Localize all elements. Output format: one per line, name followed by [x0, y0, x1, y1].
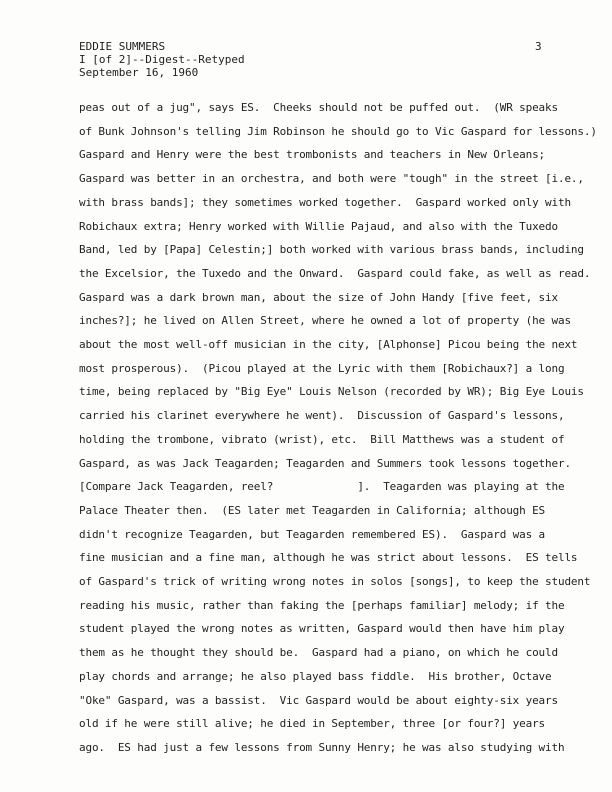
text-line: student played the wrong notes as written, Gaspard would then have him play — [79, 622, 565, 636]
text-line: inches?]; he lived on Allen Street, where he owned a lot of property (he was — [79, 314, 571, 328]
reel-info: I [of 2]--Digest--Retyped — [79, 53, 245, 66]
text-line: time, being replaced by "Big Eye" Louis Nelson (recorded by WR); Big Eye Louis — [79, 385, 584, 399]
text-line: Robichaux extra; Henry worked with Willie Pajaud, and also with the Tuxedo — [79, 219, 558, 233]
document-header — [79, 40, 245, 79]
text-line: about the most well-off musician in the city, [Alphonse] Picou being the next — [79, 338, 578, 352]
text-line: old if he were still alive; he died in September, three [or four?] years — [79, 717, 546, 731]
text-line: Gaspard, as was Jack Teagarden; Teagarden and Summers took lessons together. — [79, 456, 571, 470]
body-text — [79, 96, 599, 760]
text-line: peas out of a jug", says ES. Cheeks should not be puffed out. (WR speaks — [79, 101, 558, 114]
text-line: the Excelsior, the Tuxedo and the Onward. Gaspard could fake, as well as read. — [79, 266, 591, 280]
text-line: ago. ES had just a few lessons from Sunny Henry; he was also studying with — [79, 740, 565, 754]
text-line: [Compare Jack Teagarden, reel? ]. Teagarden was playing at the — [79, 480, 565, 494]
text-line: reading his music, rather than faking the [perhaps familiar] melody; if the — [79, 598, 565, 612]
text-line: of Bunk Johnson's telling Jim Robinson he should go to Vic Gaspard for lessons.) — [79, 124, 597, 138]
text-line: holding the trombone, vibrato (wrist), etc. Bill Matthews was a student of — [79, 432, 565, 446]
page-number: 3 — [535, 40, 542, 53]
interview-date: September 16, 1960 — [79, 66, 199, 79]
interviewee-name: EDDIE SUMMERS — [79, 40, 166, 53]
text-line: Gaspard and Henry were the best trombonists and teachers in New Orleans; — [79, 148, 546, 162]
text-line: Gaspard was better in an orchestra, and both were "tough" in the street [i.e., — [79, 172, 584, 186]
text-line: of Gaspard's trick of writing wrong notes in solos [songs], to keep the student — [79, 575, 591, 589]
text-line: play chords and arrange; he also played bass fiddle. His brother, Octave — [79, 669, 552, 683]
text-line: fine musician and a fine man, although he was strict about lessons. ES tells — [79, 551, 578, 565]
text-line: Band, led by [Papa] Celestin;] both worked with various brass bands, including — [79, 243, 584, 257]
text-line: carried his clarinet everywhere he went). Discussion of Gaspard's lessons, — [79, 409, 565, 423]
text-line: most prosperous). (Picou played at the Lyric with them [Robichaux?] a long — [79, 361, 565, 375]
text-line: with brass bands]; they sometimes worked together. Gaspard worked only with — [79, 195, 571, 209]
text-line: didn't recognize Teagarden, but Teagarden remembered ES). Gaspard was a — [79, 527, 546, 541]
text-line: them as he thought they should be. Gaspard had a piano, on which he could — [79, 646, 558, 660]
text-line: Palace Theater then. (ES later met Teagarden in California; although ES — [79, 503, 546, 517]
text-line: "Oke" Gaspard, was a bassist. Vic Gaspard would be about eighty-six years — [79, 693, 558, 707]
text-line: Gaspard was a dark brown man, about the size of John Handy [five feet, six — [79, 290, 558, 304]
